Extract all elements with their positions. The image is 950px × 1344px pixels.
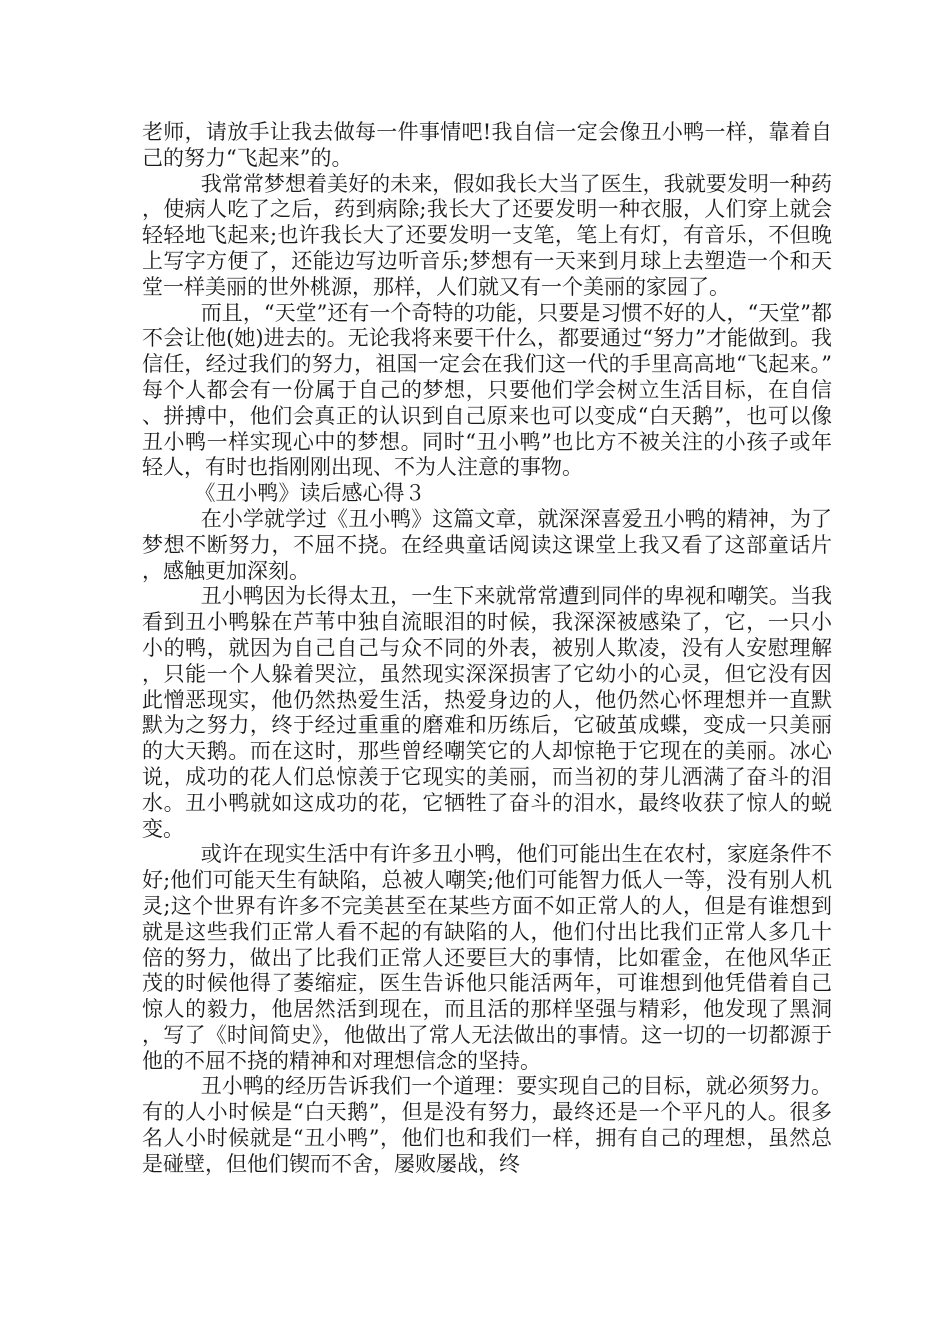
section-heading: 《丑小鸭》读后感心得３: [194, 481, 426, 506]
paragraph-3: 而且，“天堂”还有一个奇特的功能，只要是习惯不好的人，“天堂”都不会让他(她)进去的。无论我将来要干什么，都要通过“努力”才能做到。我信任，经过我们的努力，祖国一定会在我们这一代的手里高高地“飞起来。”每个人都会有一份属于自己的梦想，只要他们学会树立生活目标，在自信、拼搏中，他们会真正的认识到自己原来也可以变成“白天鹅”，也可以像丑小鸭一样实现心中的梦想。同时“丑小鸭”也比方不被关注的小孩子或年轻人，有时也指刚刚出现、不为人注意的事物。: [142, 300, 832, 480]
paragraph-7: 丑小鸭的经历告诉我们一个道理：要实现自己的目标，就必须努力。有的人小时候是“白天鹅”，但是没有努力，最终还是一个平凡的人。很多名人小时候就是“丑小鸭”，他们也和我们一样，拥有自己的理想，虽然总是碰壁，但他们锲而不舍，屡败屡战，终: [142, 1074, 832, 1176]
paragraph-4: 在小学就学过《丑小鸭》这篇文章，就深深喜爱丑小鸭的精神，为了梦想不断努力，不屈不挠。在经典童话阅读这课堂上我又看了这部童话片，感触更加深刻。: [142, 506, 832, 583]
paragraph-2: 我常常梦想着美好的未来，假如我长大当了医生，我就要发明一种药，使病人吃了之后，药到病除;我长大了还要发明一种衣服，人们穿上就会轻轻地飞起来;也许我长大了还要发明一支笔，笔上有灯，有音乐，不但晚上写字方便了，还能边写边听音乐;梦想有一天来到月球上去塑造一个和天堂一样美丽的世外桃源，那样，人们就又有一个美丽的家园了。: [142, 171, 832, 299]
paragraph-6: 或许在现实生活中有许多丑小鸭，他们可能出生在农村，家庭条件不好;他们可能天生有缺陷，总被人嘲笑;他们可能智力低人一等，没有别人机灵;这个世界有许多不完美甚至在某些方面不如正常人的人，但是有谁想到就是这些我们正常人看不起的有缺陷的人，他们付出比我们正常人多几十倍的努力，做出了比我们正常人还要巨大的事情，比如霍金，在他风华正茂的时候他得了萎缩症，医生告诉他只能活两年，可谁想到他凭借着自己惊人的毅力，他居然活到现在，而且活的那样坚强与精彩，他发现了黑洞，写了《时间简史》，他做出了常人无法做出的事情。这一切的一切都源于他的不屈不挠的精神和对理想信念的坚持。: [142, 842, 832, 1073]
document-page: [142, 120, 832, 1178]
paragraph-5: 丑小鸭因为长得太丑，一生下来就常常遭到同伴的卑视和嘲笑。当我看到丑小鸭躲在芦苇中独自流眼泪的时候，我深深被感染了，它，一只小小的鸭，就因为自己自己与众不同的外表，被别人欺凌，没有人安慰理解，只能一个人躲着哭泣，虽然现实深深损害了它幼小的心灵，但它没有因此憎恶现实，他仍然热爱生活，热爱身边的人，他仍然心怀理想并一直默默为之努力，终于经过重重的磨难和历练后，它破茧成蝶，变成一只美丽的大天鹅。而在这时，那些曾经嘲笑它的人却惊艳于它现在的美丽。冰心说，成功的花人们总惊羡于它现实的美丽，而当初的芽儿洒满了奋斗的泪水。丑小鸭就如这成功的花，它牺牲了奋斗的泪水，最终收获了惊人的蜕变。: [142, 584, 832, 841]
paragraph-1: 老师，请放手让我去做每一件事情吧!我自信一定会像丑小鸭一样，靠着自己的努力“飞起来”的。: [142, 120, 832, 170]
